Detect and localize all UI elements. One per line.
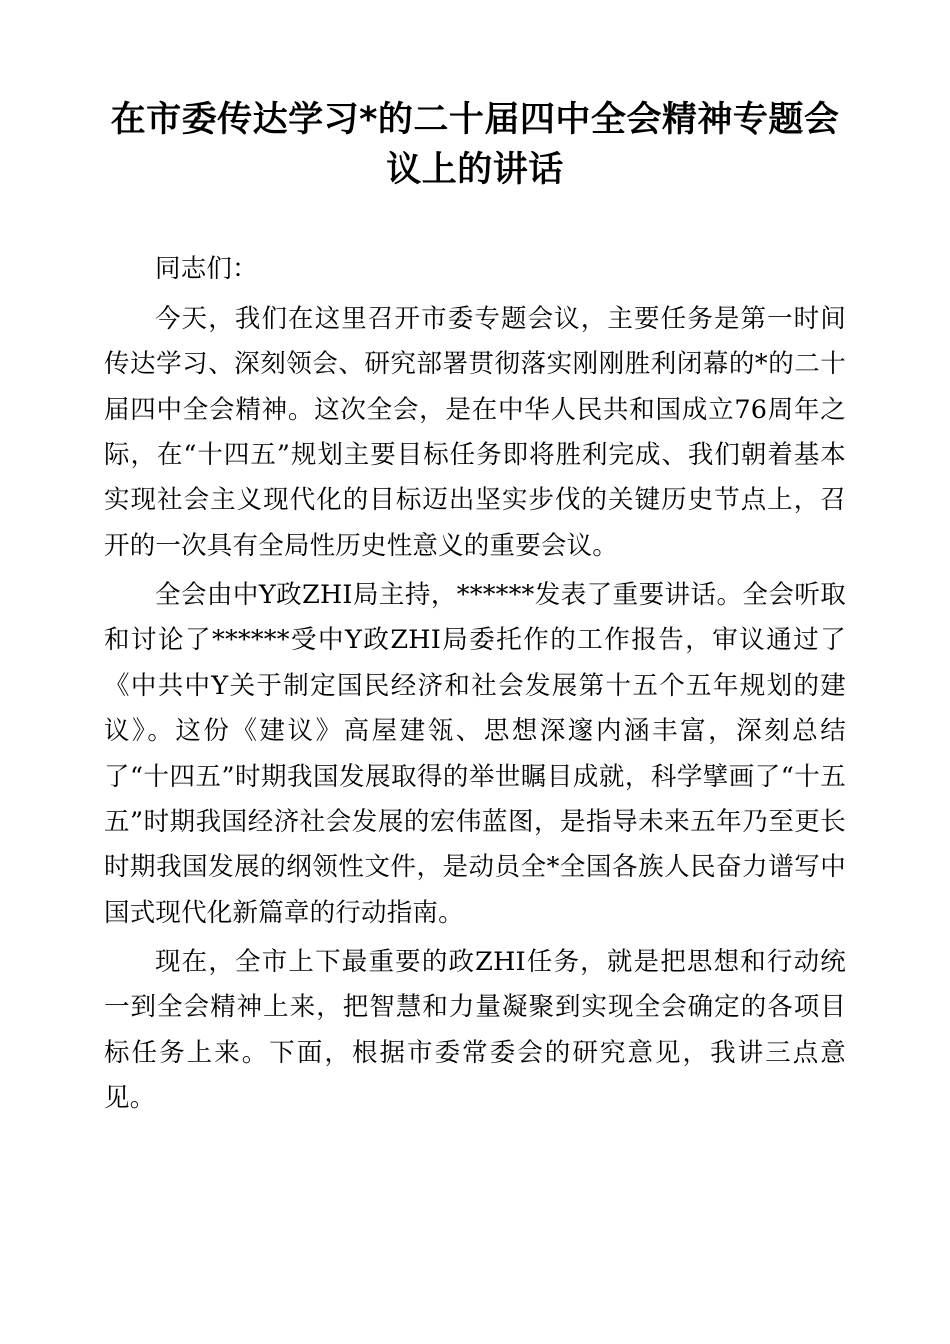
page-title: 在市委传达学习*的二十届四中全会精神专题会议上的讲话 — [110, 100, 840, 190]
paragraph-3: 现在，全市上下最重要的政ZHI任务，就是把思想和行动统一到全会精神上来，把智慧和力量凝聚到实现全会确定的各项目标任务上来。下面，根据市委常委会的研究意见，我讲三点意见。 — [104, 947, 846, 1114]
paragraph-salutation: 同志们： — [155, 254, 258, 285]
document-body — [104, 247, 846, 1121]
paragraph-2: 全会由中Y政ZHI局主持，******发表了重要讲话。全会听取和讨论了******受中Y政ZHI局委托作的工作报告，审议通过了《中共中Y关于制定国民经济和社会发展第十五个五年规划的建议》。这份《建议》高屋建瓴、思想深邃内涵丰富，深刻总结了“十四五”时期我国发展取得的举世瞩目成就，科学擘画了“十五五”时期我国经济社会发展的宏伟蓝图，是指导未来五年乃至更长时期我国发展的纲领性文件，是动员全*全国各族人民奋力谱写中国式现代化新篇章的行动指南。 — [104, 580, 846, 928]
paragraph-1: 今天，我们在这里召开市委专题会议，主要任务是第一时间传达学习、深刻领会、研究部署贯彻落实刚刚胜利闭幕的*的二十届四中全会精神。这次全会，是在中华人民共和国成立76周年之际，在“十四五”规划主要目标任务即将胜利完成、我们朝着基本实现社会主义现代化的目标迈出坚实步伐的关键历史节点上，召开的一次具有全局性历史性意义的重要会议。 — [104, 303, 846, 561]
